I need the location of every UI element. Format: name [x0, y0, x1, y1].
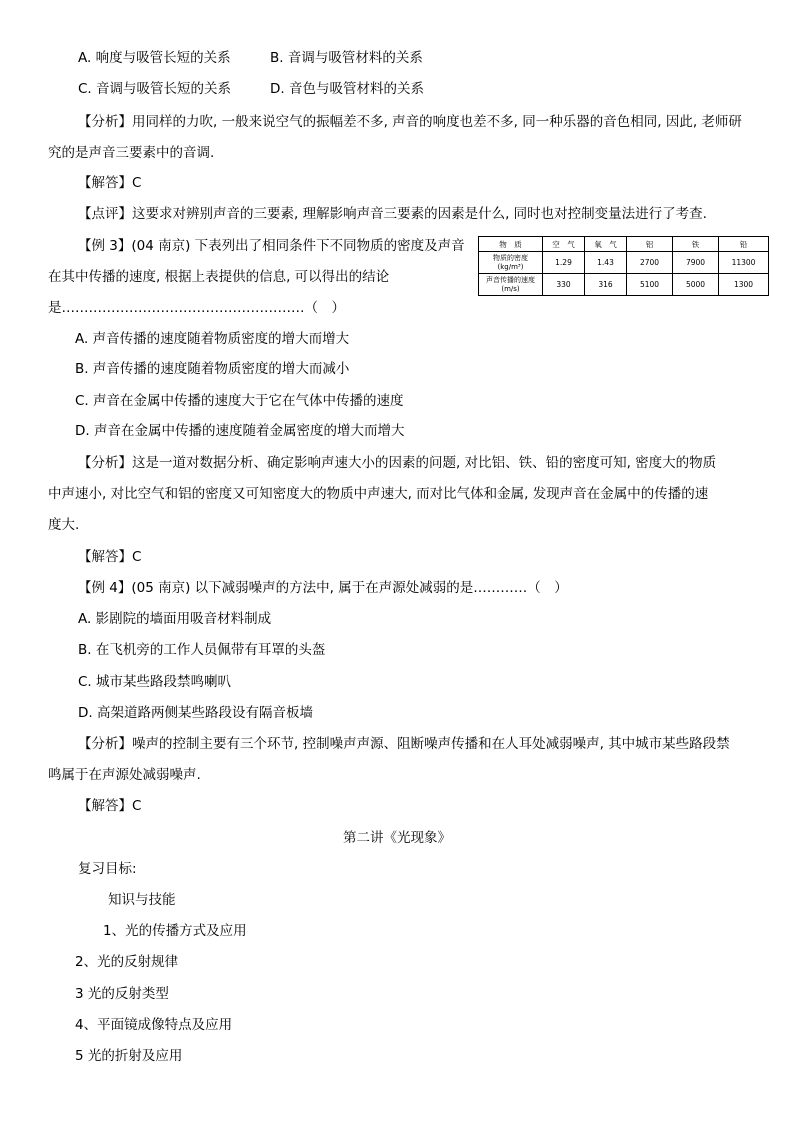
example-3-option-c: C. 声音在金属中传播的速度大于它在气体中传播的速度	[75, 393, 404, 409]
goal-item: 3 光的反射类型	[75, 986, 169, 1002]
example-4-option-c: C. 城市某些路段禁鸣喇叭	[78, 674, 232, 690]
analysis-1-line-1: 【分析】用同样的力吹, 一般来说空气的振幅差不多, 声音的响度也差不多, 同一种乐器的音色相同, 因此, 老师研	[78, 114, 742, 130]
table-cell: 1300	[719, 274, 769, 296]
example-3-option-b: B. 声音传播的速度随着物质密度的增大而减小	[75, 361, 350, 377]
table-header-cell: 氧 气	[585, 237, 627, 252]
table-cell: 5100	[627, 274, 673, 296]
example-4-option-d: D. 高架道路两侧某些路段设有隔音板墙	[78, 705, 313, 721]
goal-item: 2、光的反射规律	[75, 954, 179, 970]
analysis-3-line-2: 中声速小, 对比空气和铝的密度又可知密度大的物质中声速大, 而对比气体和金属, 发现声音在金属中的传播的速	[48, 486, 709, 502]
table-cell: 5000	[673, 274, 719, 296]
example-4-option-b: B. 在飞机旁的工作人员佩带有耳罩的头盔	[78, 642, 326, 658]
example-4-stem: 【例 4】(05 南京) 以下减弱噪声的方法中, 属于在声源处减弱的是…………（ ）	[78, 580, 568, 596]
knowledge-skills-label: 知识与技能	[108, 892, 176, 908]
table-header-cell: 空 气	[543, 237, 585, 252]
example-3-line-1: 【例 3】(04 南京) 下表列出了相同条件下不同物质的密度及声音	[78, 238, 465, 254]
table-row-density	[479, 252, 769, 274]
option-d: D. 音色与吸管材料的关系	[270, 81, 424, 97]
table-cell: 2700	[627, 252, 673, 274]
density-speed-table	[478, 236, 769, 296]
review-goals-label: 复习目标:	[78, 861, 137, 877]
table-header-cell: 铝	[627, 237, 673, 252]
table-header-cell: 铅	[719, 237, 769, 252]
example-3-option-a: A. 声音传播的速度随着物质密度的增大而增大	[75, 331, 350, 347]
table-row-label: 物质的密度 (kg/m³)	[479, 252, 543, 274]
answer-3: 【解答】C	[78, 549, 142, 565]
analysis-1-line-2: 究的是声音三要素中的音调.	[48, 145, 215, 161]
analysis-4-line-1: 【分析】噪声的控制主要有三个环节, 控制噪声声源、阻断噪声传播和在人耳处减弱噪声, 其中城市某些路段禁	[78, 736, 730, 752]
goal-item: 4、平面镜成像特点及应用	[75, 1017, 233, 1033]
analysis-3-line-1: 【分析】这是一道对数据分析、确定影响声速大小的因素的问题, 对比铝、铁、铅的密度可知, 密度大的物质	[78, 455, 717, 471]
table-cell: 1.43	[585, 252, 627, 274]
table-row-label: 声音传播的速度 (m/s)	[479, 274, 543, 296]
table-header-row	[479, 237, 769, 252]
table-cell: 1.29	[543, 252, 585, 274]
table-header-cell: 铁	[673, 237, 719, 252]
option-b: B. 音调与吸管材料的关系	[270, 50, 423, 66]
table-header-cell: 物 质	[479, 237, 543, 252]
example-3-line-3: 是………………………………………………（ ）	[48, 300, 345, 316]
goal-item: 5 光的折射及应用	[75, 1048, 183, 1064]
table-cell: 330	[543, 274, 585, 296]
example-3-line-2: 在其中传播的速度, 根据上表提供的信息, 可以得出的结论	[48, 269, 390, 285]
example-3-option-d: D. 声音在金属中传播的速度随着金属密度的增大而增大	[75, 423, 405, 439]
table-cell: 7900	[673, 252, 719, 274]
option-a: A. 响度与吸管长短的关系	[78, 50, 231, 66]
section-title: 第二讲《光现象》	[343, 830, 451, 846]
comment-1: 【点评】这要求对辨别声音的三要素, 理解影响声音三要素的因素是什么, 同时也对控制变量法进行了考查.	[78, 206, 707, 222]
table-row-speed	[479, 274, 769, 296]
option-c: C. 音调与吸管长短的关系	[78, 81, 232, 97]
table-cell: 316	[585, 274, 627, 296]
answer-4: 【解答】C	[78, 798, 142, 814]
answer-1: 【解答】C	[78, 175, 142, 191]
goal-item: 1、光的传播方式及应用	[103, 923, 247, 939]
analysis-3-line-3: 度大.	[48, 517, 80, 533]
analysis-4-line-2: 鸣属于在声源处减弱噪声.	[48, 767, 201, 783]
table-cell: 11300	[719, 252, 769, 274]
example-4-option-a: A. 影剧院的墙面用吸音材料制成	[78, 611, 272, 627]
